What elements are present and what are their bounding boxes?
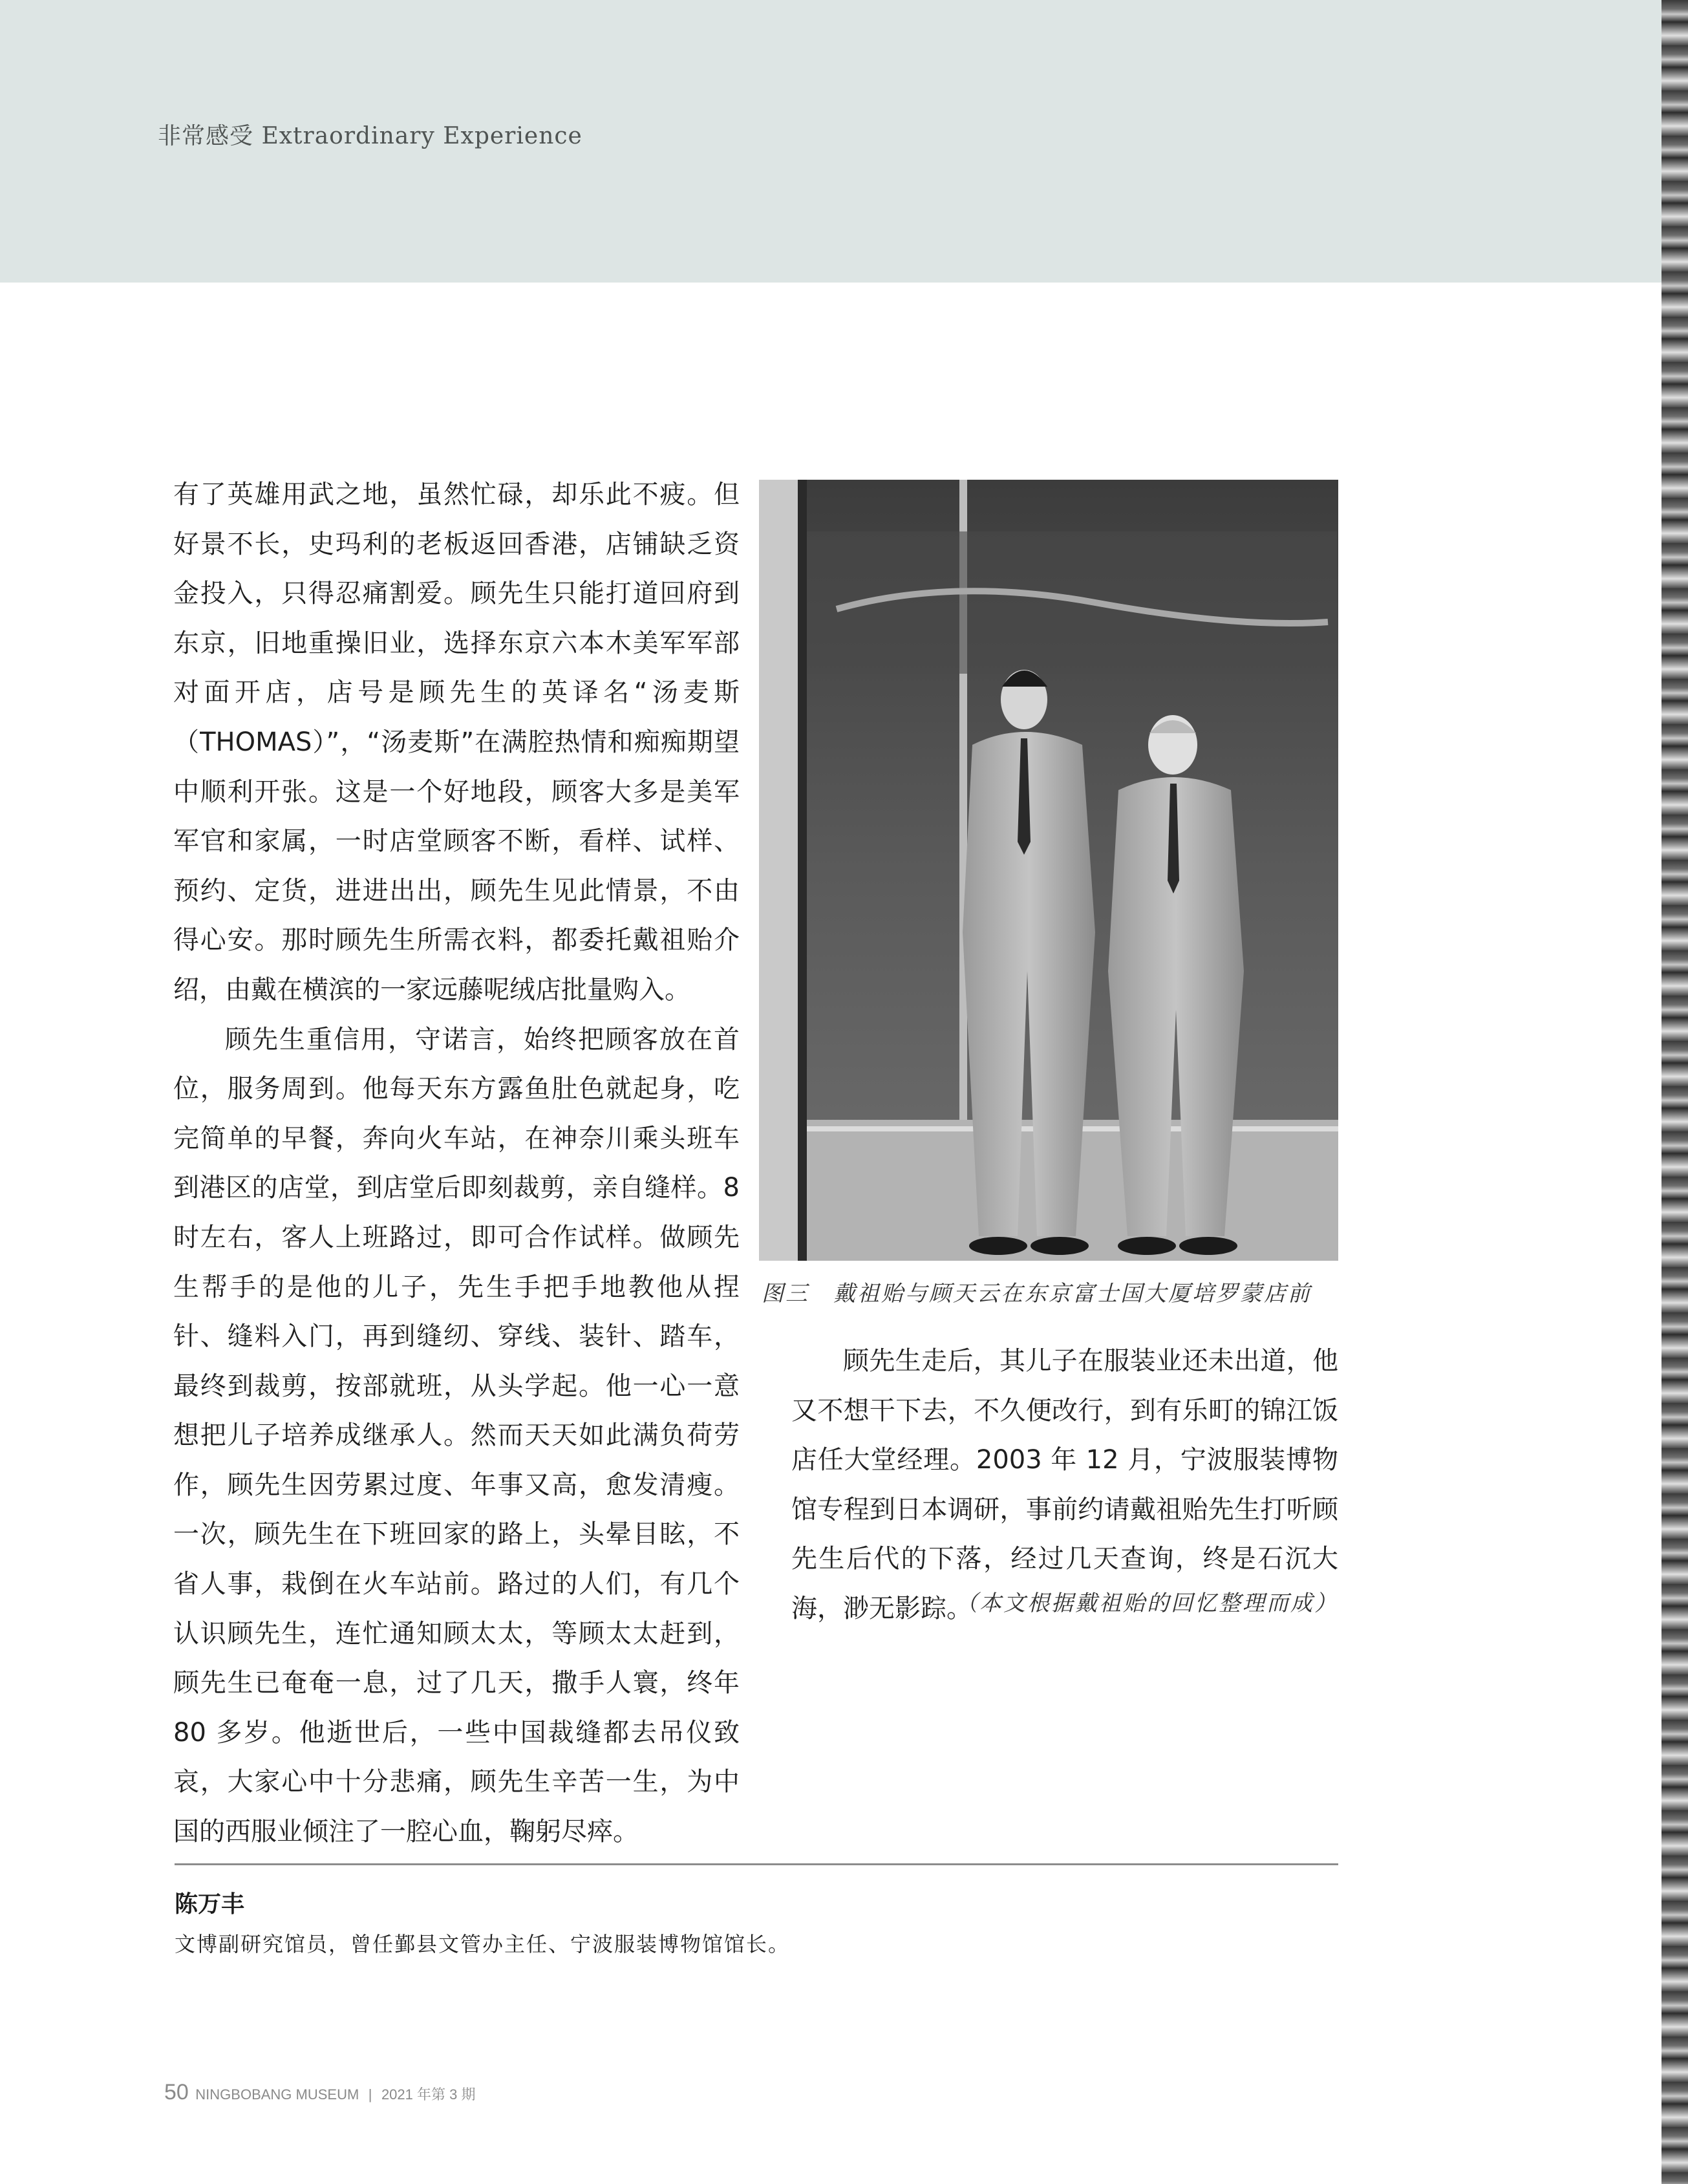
page-footer — [164, 2080, 475, 2105]
source-note: （本文根据戴祖贻的回忆整理而成） — [956, 1590, 1338, 1616]
author-name: 陈万丰 — [175, 1891, 245, 1918]
paragraph: 有了英雄用武之地，虽然忙碌，却乐此不疲。但好景不长，史玛利的老板返回香港，店铺缺乏资金投入，只得忍痛割爱。顾先生只能打道回府到东京，旧地重操旧业，选择东京六本木美军军部对面开店，店号是顾先生的英译名“汤麦斯（THOMAS）”，“汤麦斯”在满腔热情和痴痴期望中顺利开张。这是一个好地段，顾客大多是美军军官和家属，一时店堂顾客不断，看样、试样、预约、定货，进进出出，顾先生见此情景，不由得心安。那时顾先生所需衣料，都委托戴祖贻介绍，由戴在横滨的一家远藤呢绒店批量购入。 — [173, 480, 740, 1005]
footer-separator: | — [368, 2086, 372, 2103]
issue-label: 2021 年第 3 期 — [381, 2086, 476, 2103]
article-left-column — [173, 470, 740, 1857]
divider — [175, 1863, 1338, 1865]
page-number: 50 — [164, 2080, 189, 2104]
paragraph: 顾先生走后，其儿子在服装业还未出道，他又不想干下去，不久便改行，到有乐町的锦江饭店任大堂经理。2003 年 12 月，宁波服装博物馆专程到日本调研，事前约请戴祖贻先生打听顾先生后代的下落，经过几天查询，终是石沉大海，渺无影踪。 — [791, 1346, 1338, 1623]
page-edge-strip — [1661, 0, 1688, 2184]
section-label: 非常感受 Extraordinary Experience — [158, 123, 582, 149]
photo-illustration — [759, 480, 1338, 1261]
figure-caption: 图三 戴祖贻与顾天云在东京富士国大厦培罗蒙店前 — [762, 1281, 1312, 1307]
paragraph: 顾先生重信用，守诺言，始终把顾客放在首位，服务周到。他每天东方露鱼肚色就起身，吃完简单的早餐，奔向火车站，在神奈川乘头班车到港区的店堂，到店堂后即刻裁剪，亲自缝样。8时左右，客人上班路过，即可合作试样。做顾先生帮手的是他的儿子，先生手把手地教他从捏针、缝料入门，再到缝纫、穿线、装针、踏车，最终到裁剪，按部就班，从头学起。他一心一意想把儿子培养成继承人。然而天天如此满负荷劳作，顾先生因劳累过度、年事又高，愈发清瘦。一次，顾先生在下班回家的路上，头晕目眩，不省人事，栽倒在火车站前。路过的人们，有几个认识顾先生，连忙通知顾太太，等顾太太赶到，顾先生已奄奄一息，过了几天，撒手人寰，终年 80 多岁。他逝世后，一些中国裁缝都去吊仪致哀，大家心中十分悲痛，顾先生辛苦一生，为中国的西服业倾注了一腔心血，鞠躬尽瘁。 — [173, 1024, 740, 1847]
author-bio: 文博副研究馆员，曾任鄞县文管办主任、宁波服装博物馆馆长。 — [175, 1932, 791, 1956]
historical-photo — [759, 480, 1338, 1261]
magazine-name: NINGBOBANG MUSEUM — [195, 2086, 359, 2103]
